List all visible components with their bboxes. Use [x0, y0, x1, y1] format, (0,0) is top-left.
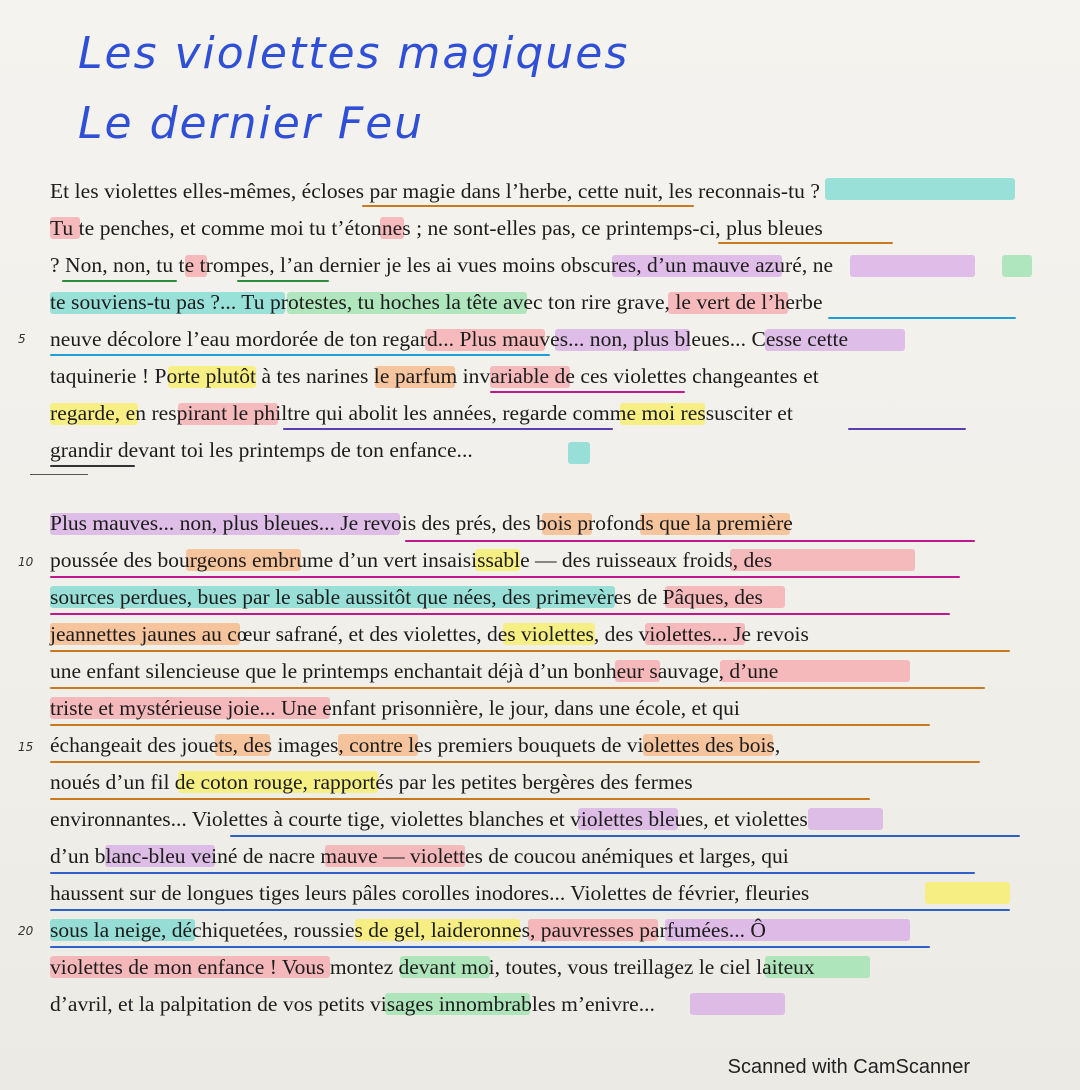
paragraph-1-line: grandir devant toi les printemps de ton enfance...	[50, 438, 473, 462]
paragraph-2-line: échangeait des jouets, des images, contre les premiers bouquets de violettes des bois,	[50, 733, 781, 757]
paragraph-1-line: regarde, en respirant le philtre qui abolit les années, regarde comme moi ressusciter et	[50, 401, 793, 425]
paragraph-2-line: Plus mauves... non, plus bleues... Je revois des prés, des bois profonds que la première	[50, 511, 793, 535]
line-number: 10	[18, 555, 34, 569]
paragraph-1-line: taquinerie ! Porte plutôt à tes narines le parfum invariable de ces violettes changeantes et	[50, 364, 819, 388]
title-line-2: Le dernier Feu	[78, 98, 425, 149]
line-number: 5	[18, 332, 26, 346]
title-line-1: Les violettes magiques	[78, 28, 630, 79]
line-number: 15	[18, 740, 34, 754]
paragraph-2-line: haussent sur de longues tiges leurs pâles corolles inodores... Violettes de février, fleuries	[50, 881, 810, 905]
paragraph-2-line: d’avril, et la palpitation de vos petits visages innombrables m’enivre...	[50, 992, 655, 1016]
paragraph-1-line: te souviens-tu pas ?... Tu protestes, tu hoches la tête avec ton rire grave, le vert de l’herbe	[50, 290, 823, 314]
paragraph-2-line: triste et mystérieuse joie... Une enfant prisonnière, le jour, dans une école, et qui	[50, 696, 740, 720]
paragraph-2-line: poussée des bourgeons embrume d’un vert insaisissable — des ruisseaux froids, des	[50, 548, 773, 572]
paragraph-2-line: jeannettes jaunes au cœur safrané, et des violettes, des violettes, des violettes... Je revois	[50, 622, 809, 646]
paragraph-1-line: neuve décolore l’eau mordorée de ton regard... Plus mauves... non, plus bleues... Cesse cette	[50, 327, 849, 351]
line-number: 20	[18, 924, 34, 938]
section-divider	[30, 474, 88, 475]
paragraph-2-line: une enfant silencieuse que le printemps enchantait déjà d’un bonheur sauvage, d’une	[50, 659, 779, 683]
paragraph-2-line: d’un blanc-bleu veiné de nacre mauve — violettes de coucou anémiques et larges, qui	[50, 844, 789, 868]
paragraph-1-line: ? Non, non, tu te trompes, l’an dernier je les ai vues moins obscures, d’un mauve azuré, ne	[50, 253, 834, 277]
paragraph-1-line: Et les violettes elles-mêmes, écloses par magie dans l’herbe, cette nuit, les reconnais-tu ?	[50, 179, 820, 203]
paragraph-2-line: environnantes... Violettes à courte tige, violettes blanches et violettes bleues, et violettes	[50, 807, 808, 831]
scanner-watermark: Scanned with CamScanner	[727, 1056, 970, 1078]
paragraph-2-line: sources perdues, bues par le sable aussitôt que nées, des primevères de Pâques, des	[50, 585, 763, 609]
paragraph-2-line: sous la neige, déchiquetées, roussies de gel, laideronnes, pauvresses parfumées... Ô	[50, 918, 766, 942]
paragraph-2-line: violettes de mon enfance ! Vous montez devant moi, toutes, vous treillagez le ciel laiteux	[50, 955, 815, 979]
paragraph-1-line: Tu te penches, et comme moi tu t’étonnes ; ne sont-elles pas, ce printemps-ci, plus bleues	[50, 216, 823, 240]
paragraph-2-line: noués d’un fil de coton rouge, rapportés par les petites bergères des fermes	[50, 770, 693, 794]
